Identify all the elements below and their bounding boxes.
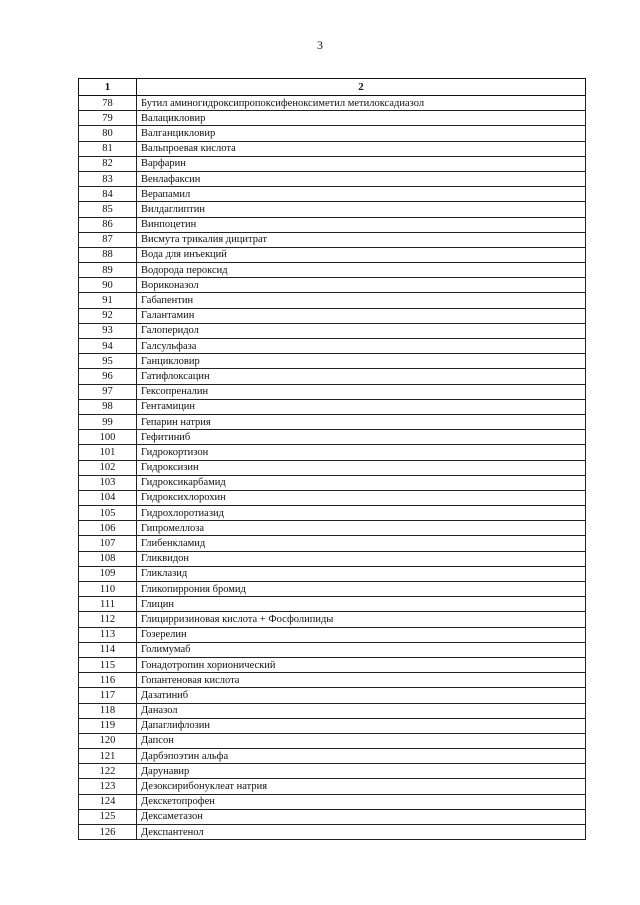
drug-name: Гипромеллоза [137,521,586,536]
table-row [79,749,586,764]
table-row [79,126,586,141]
table-body [79,96,586,840]
drug-name: Винпоцетин [137,217,586,232]
drug-name: Гидроксихлорохин [137,490,586,505]
table-row [79,232,586,247]
drug-name: Гидроксизин [137,460,586,475]
drug-name: Галоперидол [137,323,586,338]
drug-name: Валганцикловир [137,126,586,141]
column-header-name: 2 [137,79,586,96]
table-row [79,111,586,126]
table-row [79,551,586,566]
row-number: 103 [79,475,137,490]
drug-name: Дазатиниб [137,688,586,703]
table-row [79,566,586,581]
row-number: 114 [79,642,137,657]
drug-name: Гликвидон [137,551,586,566]
drug-name: Верапамил [137,187,586,202]
row-number: 95 [79,354,137,369]
table-row [79,718,586,733]
table-row [79,293,586,308]
table-row [79,217,586,232]
drug-name: Гепарин натрия [137,414,586,429]
row-number: 121 [79,749,137,764]
drug-name: Декспантенол [137,825,586,840]
row-number: 113 [79,627,137,642]
row-number: 112 [79,612,137,627]
row-number: 100 [79,430,137,445]
row-number: 102 [79,460,137,475]
row-number: 84 [79,187,137,202]
drug-name: Варфарин [137,156,586,171]
drug-name: Гефитиниб [137,430,586,445]
drug-name: Гликопиррония бромид [137,582,586,597]
drug-name: Гликлазид [137,566,586,581]
table-row [79,430,586,445]
row-number: 86 [79,217,137,232]
drug-name: Даназол [137,703,586,718]
drug-name: Гидроксикарбамид [137,475,586,490]
row-number: 110 [79,582,137,597]
drug-name: Габапентин [137,293,586,308]
table-row [79,536,586,551]
table-row [79,673,586,688]
page-number: 3 [317,38,323,52]
table-row [79,399,586,414]
table-row [79,308,586,323]
drug-name: Глибенкламид [137,536,586,551]
row-number: 122 [79,764,137,779]
row-number: 117 [79,688,137,703]
table-row [79,278,586,293]
table-row [79,263,586,278]
table-row [79,414,586,429]
row-number: 120 [79,733,137,748]
row-number: 85 [79,202,137,217]
drug-name: Галсульфаза [137,339,586,354]
row-number: 92 [79,308,137,323]
table-row [79,187,586,202]
drug-name: Галантамин [137,308,586,323]
drug-name: Глицин [137,597,586,612]
table-row [79,627,586,642]
table-row [79,156,586,171]
table-row [79,779,586,794]
row-number: 79 [79,111,137,126]
drug-name: Валацикловир [137,111,586,126]
row-number: 101 [79,445,137,460]
drug-name: Гентамицин [137,399,586,414]
row-number: 81 [79,141,137,156]
row-number: 89 [79,263,137,278]
row-number: 116 [79,673,137,688]
drug-name: Дарбэпоэтин альфа [137,749,586,764]
row-number: 87 [79,232,137,247]
table-row [79,582,586,597]
drug-name: Висмута трикалия дицитрат [137,232,586,247]
drug-name: Гозерелин [137,627,586,642]
drug-name: Венлафаксин [137,171,586,186]
table-row [79,490,586,505]
drug-name: Глицирризиновая кислота + Фосфолипиды [137,612,586,627]
table-row [79,612,586,627]
table-row [79,597,586,612]
drug-name: Гопантеновая кислота [137,673,586,688]
drug-name: Водорода пероксид [137,263,586,278]
table-row [79,384,586,399]
table-row [79,445,586,460]
table-row [79,96,586,111]
drug-name: Вилдаглиптин [137,202,586,217]
drug-name: Дапсон [137,733,586,748]
table-row [79,521,586,536]
drug-name: Гидрохлоротиазид [137,506,586,521]
row-number: 97 [79,384,137,399]
drug-name: Гексопреналин [137,384,586,399]
table-row [79,202,586,217]
row-number: 99 [79,414,137,429]
row-number: 124 [79,794,137,809]
drug-name: Ганцикловир [137,354,586,369]
row-number: 93 [79,323,137,338]
table-row [79,339,586,354]
table-row [79,460,586,475]
drug-name: Гонадотропин хорионический [137,657,586,672]
drug-name: Вальпроевая кислота [137,141,586,156]
drug-name: Дексаметазон [137,809,586,824]
drug-list-table [78,78,586,840]
row-number: 107 [79,536,137,551]
table-row [79,794,586,809]
table-row [79,323,586,338]
row-number: 82 [79,156,137,171]
row-number: 88 [79,247,137,262]
drug-name: Дапаглифлозин [137,718,586,733]
row-number: 106 [79,521,137,536]
drug-name: Вода для инъекций [137,247,586,262]
drug-name: Дарунавир [137,764,586,779]
drug-name: Гатифлоксацин [137,369,586,384]
table-row [79,171,586,186]
table-row [79,475,586,490]
row-number: 108 [79,551,137,566]
row-number: 104 [79,490,137,505]
row-number: 90 [79,278,137,293]
row-number: 98 [79,399,137,414]
row-number: 80 [79,126,137,141]
table-row [79,506,586,521]
row-number: 123 [79,779,137,794]
table-row [79,642,586,657]
table-row [79,141,586,156]
drug-name: Декскетопрофен [137,794,586,809]
row-number: 111 [79,597,137,612]
row-number: 94 [79,339,137,354]
drug-name: Голимумаб [137,642,586,657]
table-row [79,688,586,703]
drug-name: Гидрокортизон [137,445,586,460]
row-number: 109 [79,566,137,581]
table-row [79,247,586,262]
row-number: 96 [79,369,137,384]
row-number: 105 [79,506,137,521]
row-number: 78 [79,96,137,111]
row-number: 126 [79,825,137,840]
column-header-number: 1 [79,79,137,96]
row-number: 118 [79,703,137,718]
table-row [79,354,586,369]
table-row [79,825,586,840]
table-row [79,657,586,672]
table-row [79,369,586,384]
row-number: 125 [79,809,137,824]
table-row [79,703,586,718]
table-row [79,733,586,748]
drug-name: Бутил аминогидроксипропоксифеноксиметил метилоксадиазол [137,96,586,111]
row-number: 115 [79,657,137,672]
row-number: 91 [79,293,137,308]
drug-name: Вориконазол [137,278,586,293]
table-row [79,809,586,824]
row-number: 83 [79,171,137,186]
table-row [79,764,586,779]
table-header-row [79,79,586,96]
drug-name: Дезоксирибонуклеат натрия [137,779,586,794]
row-number: 119 [79,718,137,733]
